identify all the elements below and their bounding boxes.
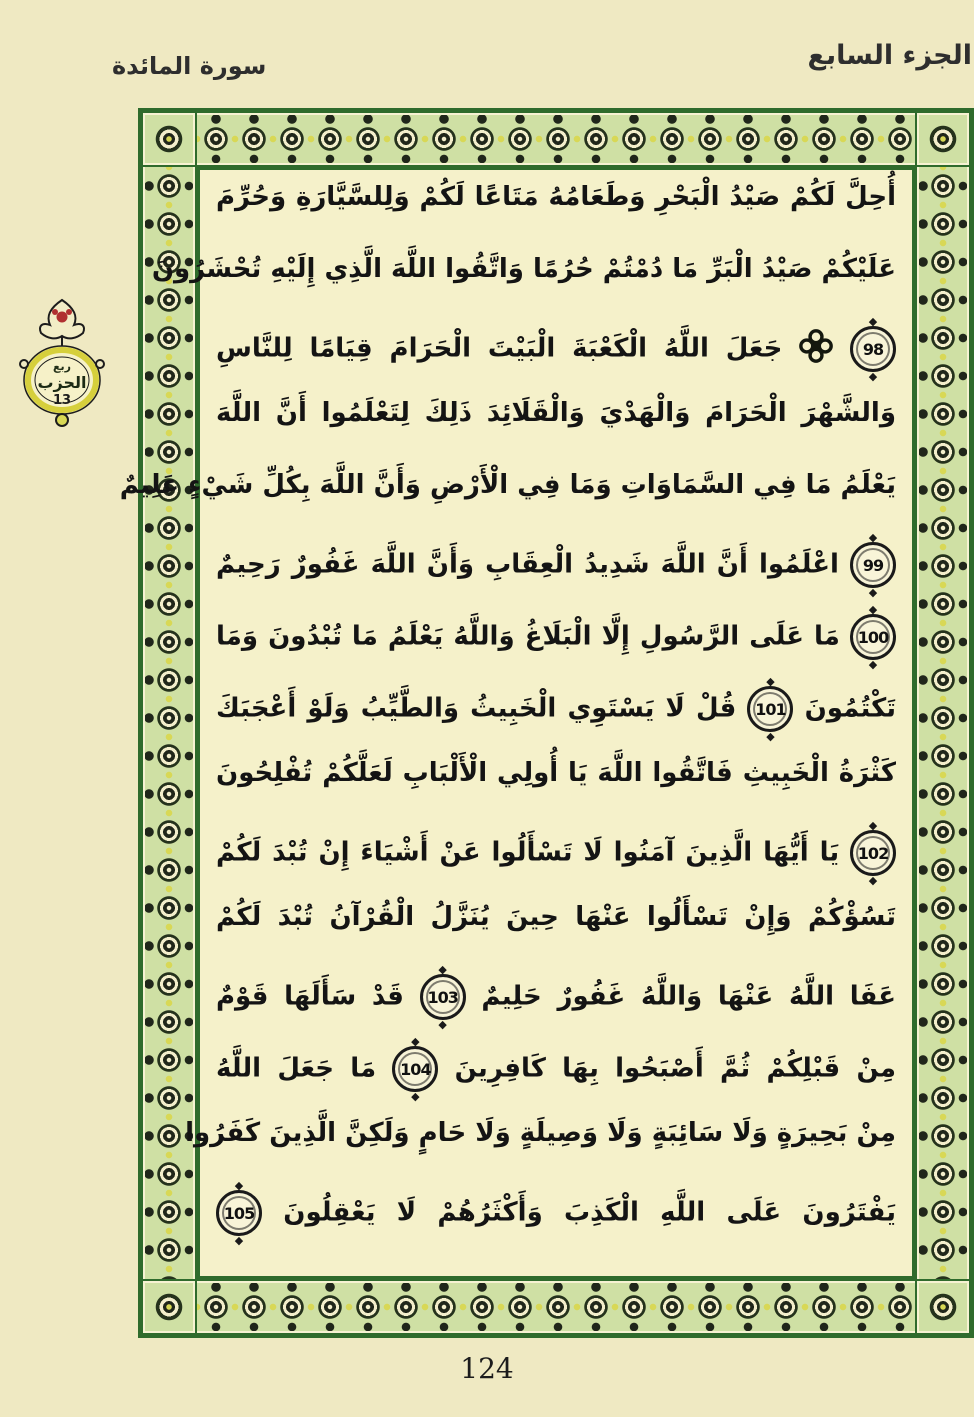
quran-line bbox=[216, 1190, 896, 1262]
ayah-marker bbox=[392, 1046, 438, 1092]
verse-text: مَا جَعَلَ اللَّهُ bbox=[216, 1053, 377, 1084]
header-surah-label: سورة المائدة bbox=[112, 52, 267, 80]
verse-text: وَالشَّهْرَ الْحَرَامَ وَالْهَدْيَ وَالْقَلَائِدَ ذَلِكَ لِتَعْلَمُوا أَنَّ اللَّهَ bbox=[216, 398, 896, 428]
ayah-number: ◆ 101 bbox=[755, 699, 786, 719]
hizb-number: 13 bbox=[52, 393, 72, 408]
ayah-number: ◆ 98 bbox=[862, 339, 884, 359]
verse-text: أُحِلَّ لَكُمْ صَيْدُ الْبَحْرِ وَطَعَامُهُ مَتَاعًا لَكُمْ وَلِلسَّيَّارَةِ وَحُرِّمَ bbox=[216, 182, 896, 212]
quran-line bbox=[216, 758, 896, 830]
quran-line bbox=[216, 326, 896, 398]
verse-text: اعْلَمُوا أَنَّ اللَّهَ شَدِيدُ الْعِقَابِ وَأَنَّ اللَّهَ غَفُورٌ رَحِيمٌ bbox=[216, 549, 839, 580]
ayah-number: ◆ 100 bbox=[857, 627, 889, 647]
ayah-marker bbox=[850, 614, 896, 660]
ayah-number: ◆ 105 bbox=[223, 1203, 255, 1223]
header-juz-label: الجزء السابع bbox=[807, 40, 972, 71]
ayah-marker bbox=[850, 542, 896, 588]
frame-corner-rosette bbox=[141, 111, 197, 167]
frame-corner-rosette bbox=[915, 1279, 971, 1335]
quran-lines bbox=[119, 182, 896, 1262]
rub-el-hizb-icon bbox=[799, 329, 833, 370]
quran-line bbox=[216, 686, 896, 758]
verse-text: تَكْتُمُونَ bbox=[804, 693, 896, 724]
hizb-medallion-graphic bbox=[12, 298, 112, 432]
verse-text: مِنْ بَحِيرَةٍ وَلَا سَائِبَةٍ وَلَا وَصِيلَةٍ وَلَا حَامٍ وَلَكِنَّ الَّذِينَ كَفَرُوا bbox=[185, 1118, 896, 1148]
border-band-left bbox=[141, 167, 197, 1279]
quran-line bbox=[151, 254, 896, 326]
ayah-marker bbox=[850, 830, 896, 876]
verse-text: مِنْ قَبْلِكُمْ ثُمَّ أَصْبَحُوا بِهَا كَافِرِينَ bbox=[454, 1053, 896, 1084]
verse-text: جَعَلَ اللَّهُ الْكَعْبَةَ الْبَيْتَ الْحَرَامَ قِيَامًا لِلنَّاسِ bbox=[216, 333, 783, 364]
quran-line bbox=[216, 902, 896, 974]
quran-line bbox=[185, 1118, 896, 1190]
page-number: 124 bbox=[460, 1352, 514, 1385]
verse-text: يَفْتَرُونَ عَلَى اللَّهِ الْكَذِبَ وَأَكْثَرُهُمْ لَا يَعْقِلُونَ bbox=[283, 1197, 896, 1228]
frame-corner-rosette bbox=[915, 111, 971, 167]
border-band-right bbox=[915, 167, 971, 1279]
quran-line bbox=[216, 398, 896, 470]
ayah-marker bbox=[216, 1190, 262, 1236]
verse-text-area bbox=[119, 167, 915, 1279]
verse-text: كَثْرَةُ الْخَبِيثِ فَاتَّقُوا اللَّهَ يَا أُولِي الْأَلْبَابِ لَعَلَّكُمْ تُفْلِحُونَ bbox=[216, 758, 896, 788]
ayah-marker bbox=[420, 974, 466, 1020]
verse-text: يَا أَيُّهَا الَّذِينَ آمَنُوا لَا تَسْأَلُوا عَنْ أَشْيَاءَ إِنْ تُبْدَ لَكُمْ bbox=[216, 837, 840, 868]
ayah-number: ◆ 103 bbox=[427, 987, 458, 1007]
quran-line bbox=[119, 470, 896, 542]
hizb-medallion bbox=[12, 298, 112, 436]
verse-text: قَدْ سَأَلَهَا قَوْمٌ bbox=[216, 981, 404, 1012]
red-flower-finial bbox=[40, 300, 84, 346]
ayah-number: ◆ 99 bbox=[862, 555, 884, 575]
ayah-number: ◆ 102 bbox=[857, 843, 889, 863]
verse-text: يَعْلَمُ مَا فِي السَّمَاوَاتِ وَمَا فِي الْأَرْضِ وَأَنَّ اللَّهَ بِكُلِّ شَيْءٍ عَلِيمٌ bbox=[119, 470, 896, 500]
quran-line bbox=[216, 614, 896, 686]
ayah-marker bbox=[850, 326, 896, 372]
ayah-marker bbox=[747, 686, 793, 732]
quran-line bbox=[216, 182, 896, 254]
verse-text: عَلَيْكُمْ صَيْدُ الْبَرِّ مَا دُمْتُمْ حُرُمًا وَاتَّقُوا اللَّهَ الَّذِي إِلَيْهِ تُحْشَرُونَ bbox=[151, 254, 896, 284]
quran-line bbox=[216, 830, 896, 902]
hizb-word-hizb: الحزب bbox=[37, 373, 87, 392]
frame-corner-rosette bbox=[141, 1279, 197, 1335]
ornamental-frame bbox=[119, 108, 974, 1338]
hizb-word-rub: ربع bbox=[53, 360, 71, 373]
verse-text: تَسُؤْكُمْ وَإِنْ تَسْأَلُوا عَنْهَا حِينَ يُنَزَّلُ الْقُرْآنُ تُبْدَ لَكُمْ bbox=[216, 902, 896, 932]
border-band-top bbox=[197, 111, 915, 167]
quran-line bbox=[216, 1046, 896, 1118]
quran-line bbox=[216, 542, 896, 614]
ayah-number: ◆ 104 bbox=[400, 1059, 431, 1079]
verse-text: مَا عَلَى الرَّسُولِ إِلَّا الْبَلَاغُ وَاللَّهُ يَعْلَمُ مَا تُبْدُونَ وَمَا bbox=[216, 621, 840, 652]
quran-line bbox=[216, 974, 896, 1046]
verse-text: عَفَا اللَّهُ عَنْهَا وَاللَّهُ غَفُورٌ حَلِيمٌ bbox=[481, 981, 896, 1012]
verse-text: قُلْ لَا يَسْتَوِي الْخَبِيثُ وَالطَّيِّبُ وَلَوْ أَعْجَبَكَ bbox=[216, 693, 737, 724]
border-band-bottom bbox=[197, 1279, 915, 1335]
